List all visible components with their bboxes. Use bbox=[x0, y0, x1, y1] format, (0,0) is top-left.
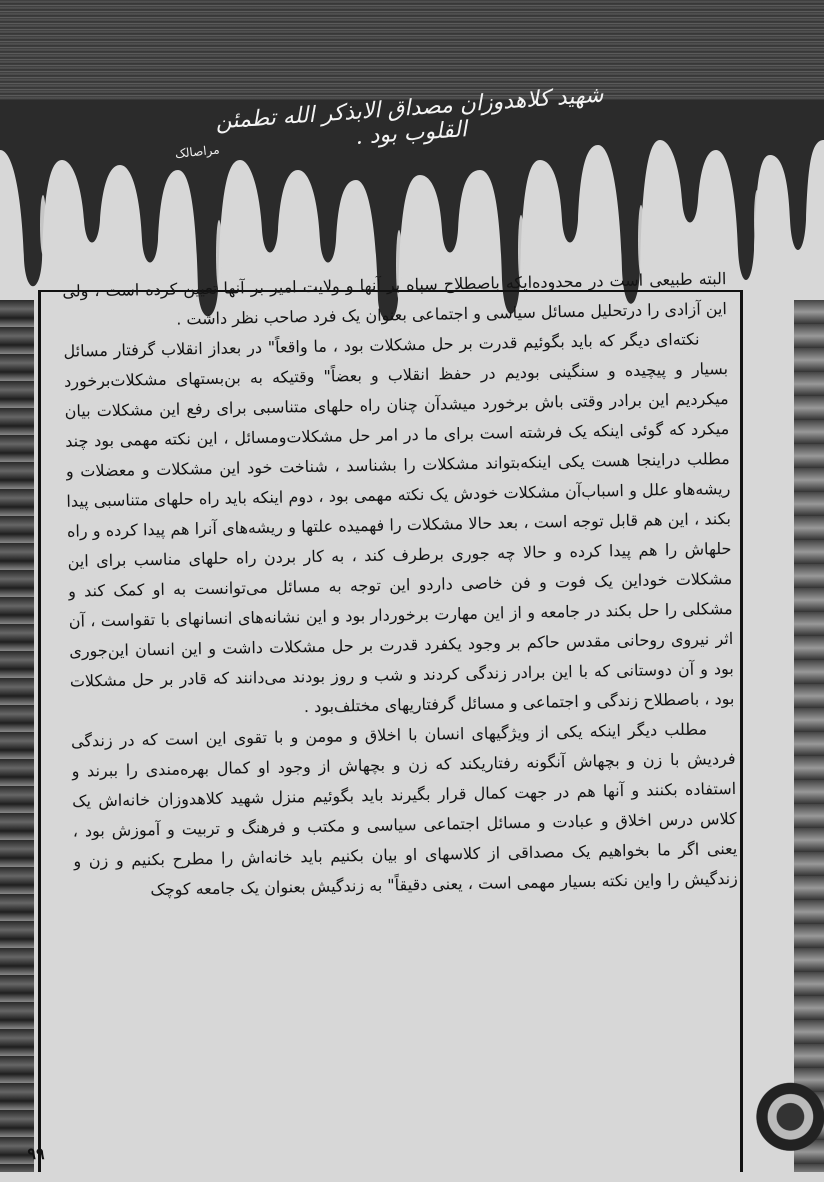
article-body bbox=[62, 264, 743, 1182]
calligrapher-signature: مراصالک bbox=[174, 142, 221, 161]
article-headline: شهید کلاهدوزان مصداق الابذکر الله تطمئن القلوب بود . bbox=[214, 82, 605, 150]
page-number: ۹۹ bbox=[27, 1144, 45, 1163]
scanned-top-band bbox=[0, 0, 824, 110]
paragraph-2: نکته‌ای دیگر که باید بگوئیم قدرت بر حل مشکلات بود ، ما واقعاً" در بعداز انقلاب گرفتار مسائل بسیار و پیچیده و سنگینی بودیم در حفظ انقلاب و بعضاً" وقتیکه به بن‌بستهای مشکلات‌برخورد میکردیم این برادر وقتی باش برخورد میشدآن چنان راه حلهای متناسبی برای رفع این مشکلات بیان میکرد که گوئی اینکه یک فرشته است برای ما در امر حل مشکلات‌ومسائل ، این نکته مهمی بود چند مطلب دراینجا هست یکی اینکه‌بتواند مشکلات را بشناسد ، شناخت خود این مشکلات و معضلات و ریشه‌هاو علل و اسباب‌آن مشکلات خودش یک نکته مهمی بود ، دوم اینکه باید راه حلهای متناسبی پیدا بکند ، این هم قابل توجه است ، بعد حالا مشکلات را فهمیده علتها و ریشه‌های آنرا هم پیدا کرده و راه حلهاش را هم پیدا کرده و حالا چه جوری برطرف کند ، به کار بردن راه حلهای مناسب برای این مشکلات خوداین یک فوت و فن خاصی داردو این توجه به مسائل می‌توانست به او کمک کند و مشکلی را حل بکند در جامعه و از این مهارت برخوردار بود و این نشانه‌های انسانهای با تقواست ، آن اثر نیروی روحانی مقدس حاکم بر وجود یکفرد قدرت بر حل مشکلات داشت و این انسان این‌جوری بود و آن دوستانی که با این برادر زندگی کردند و شب و روز بودند می‌دانند که قادر بر حل مشکلات بود ، باصطلاح زندگی و اجتماعی و مسائل گرفتاریهای مختلف‌بود . bbox=[63, 329, 735, 717]
paragraph-3: مطلب دیگر اینکه یکی از ویژگیهای انسان با اخلاق و مومن و با تقوی این است که در زندگی فردیش با زن و بچهاش آنگونه رفتاریکند که زن و بچهاش از وجود او کمال بهره‌مندی را ببرند و استفاده بکنند و آنها هم در جهت کمال قرار بگیرند باید بگوئیم منزل شهید کلاهدوزان خانه‌اش یک کلاس درس اخلاق و عبادت و مسائل اجتماعی سیاسی و مکتب و فرهنگ و تربیت و آموزش بود ، یعنی اگر ما بخواهیم یک مصداقی از کلاسهای او بیان بکنیم باید خانه‌اش را مطرح بکنیم و زن و زندگیش را واین نکته بسیار مهمی است ، یعنی دقیقاً" به زندگیش بعنوان یک جامعه کوچک bbox=[70, 719, 738, 900]
paragraph-1: البته طبیعی است در محدوده‌ایکه باصطلاح سپاه بر آنها و ولایت امیر بر آنها تعیین کرده است ، ولی این آزادی را درتحلیل مسائل سیاسی و اجتماعی بعنوان یک فرد صاحب نظر داشت . bbox=[62, 268, 728, 329]
corner-ornament bbox=[740, 1080, 824, 1172]
left-border-decoration bbox=[0, 300, 34, 1172]
right-border-decoration bbox=[794, 300, 824, 1172]
